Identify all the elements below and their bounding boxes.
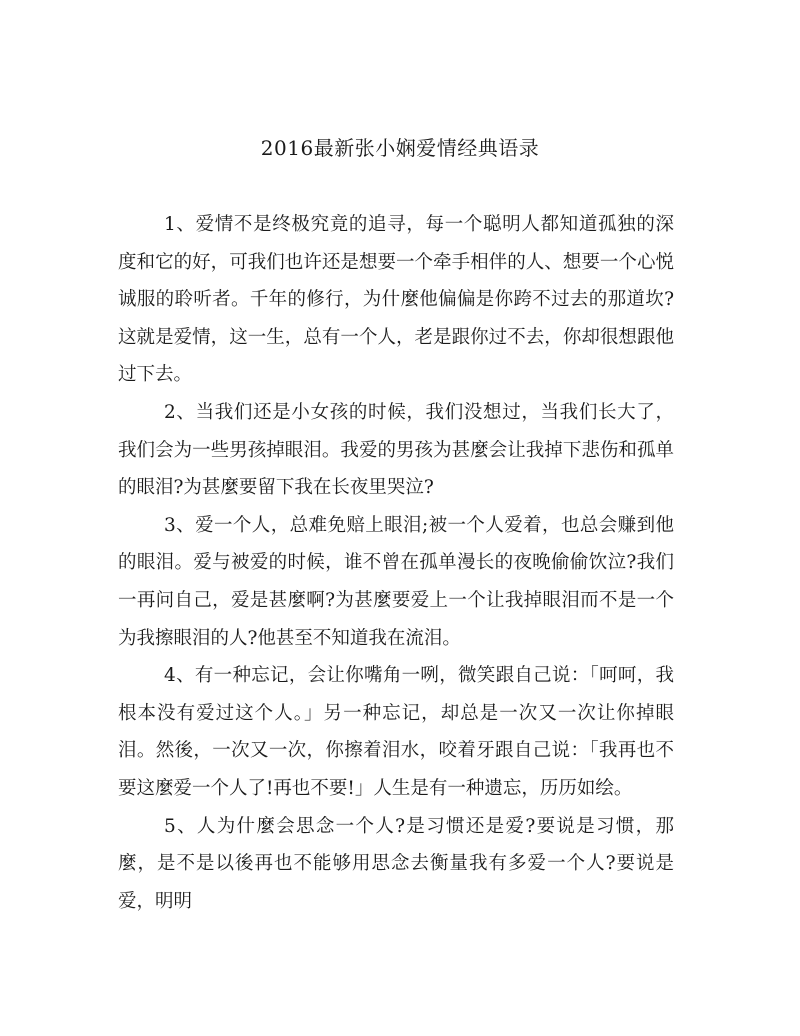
- paragraph-2: 2、当我们还是小女孩的时候，我们没想过，当我们长大了，我们会为一些男孩掉眼泪。我爱的男孩为甚麼会让我掉下悲伤和孤单的眼泪?为甚麼要留下我在长夜里哭泣?: [118, 401, 674, 499]
- paragraph-4: 4、有一种忘记，会让你嘴角一咧，微笑跟自己说：「呵呵，我根本没有爱过这个人。」另一种忘记，却总是一次又一次让你掉眼泪。然後，一次又一次，你擦着泪水，咬着牙跟自己说：「我再也不要这麼爱一个人了!再也不要!」人生是有一种遗忘，历历如绘。: [118, 665, 674, 799]
- paragraph-5: 5、人为什麼会思念一个人?是习惯还是爱?要说是习惯，那麼，是不是以後再也不能够用思念去衡量我有多爱一个人?要说是爱，明明: [118, 815, 674, 912]
- document-body: [118, 206, 674, 920]
- document-title: 2016最新张小娴爱情经典语录: [260, 136, 540, 160]
- paragraph-1: 1、爱情不是终极究竟的追寻，每一个聪明人都知道孤独的深度和它的好，可我们也许还是想要一个牵手相伴的人、想要一个心悦诚服的聆听者。千年的修行，为什麼他偏偏是你跨不过去的那道坎?这就是爱情，这一生，总有一个人，老是跟你过不去，你却很想跟他过下去。: [118, 214, 674, 386]
- paragraph-3: 3、爱一个人，总难免赔上眼泪;被一个人爱着，也总会赚到他的眼泪。爱与被爱的时候，谁不曾在孤单漫长的夜晚偷偷饮泣?我们一再问自己，爱是甚麼啊?为甚麼要爱上一个让我掉眼泪而不是一个为我擦眼泪的人?他甚至不知道我在流泪。: [118, 514, 674, 649]
